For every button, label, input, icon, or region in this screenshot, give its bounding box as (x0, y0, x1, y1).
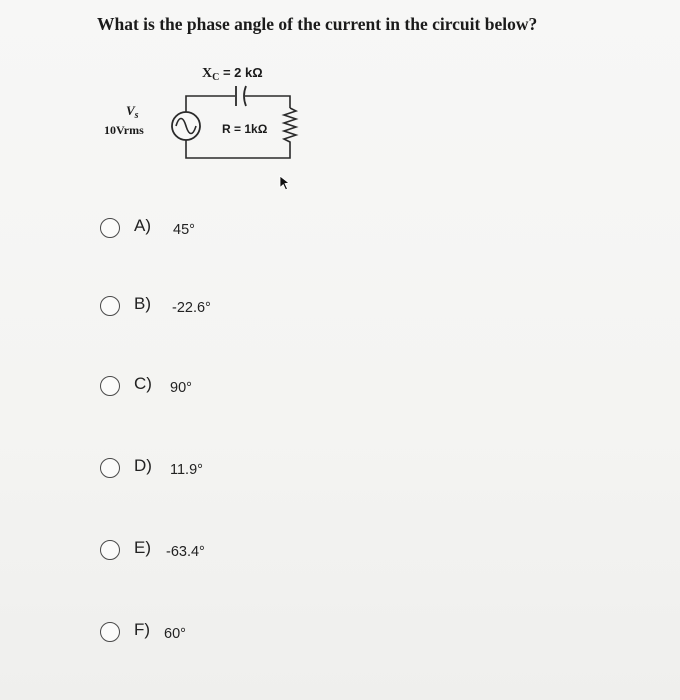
radio-button-b[interactable] (100, 296, 120, 316)
question-text: What is the phase angle of the current in the circuit below? (97, 14, 538, 34)
arrow-pointer-icon (276, 174, 292, 192)
option-value-d: 11.9° (170, 462, 203, 478)
option-letter-c: C) (134, 374, 152, 393)
option-value-f: 60° (164, 626, 186, 642)
resistor-label: R = 1kΩ (222, 122, 268, 136)
option-letter-d: D) (134, 456, 152, 475)
radio-button-d[interactable] (100, 458, 120, 478)
radio-button-a[interactable] (100, 218, 120, 238)
option-letter-f: F) (134, 620, 151, 639)
option-letter-e: E) (134, 538, 151, 557)
circuit-diagram (0, 0, 680, 200)
xc-label: $X_C = 2$ kΩ (202, 65, 263, 83)
option-value-b: -22.6° (172, 300, 211, 316)
resistor-symbol (284, 108, 296, 147)
capacitor-symbol (236, 86, 246, 106)
option-value-c: 90° (170, 380, 192, 396)
option-value-e: -63.4° (166, 544, 205, 560)
ac-source-icon (172, 112, 200, 140)
source-symbol: $V_s$ (126, 103, 139, 121)
option-letter-b: B) (134, 294, 151, 313)
option-letter-a: A) (134, 216, 151, 235)
radio-button-f[interactable] (100, 622, 120, 642)
radio-button-c[interactable] (100, 376, 120, 396)
radio-button-e[interactable] (100, 540, 120, 560)
source-value: 10Vrms (104, 123, 144, 137)
option-value-a: 45° (173, 222, 195, 238)
